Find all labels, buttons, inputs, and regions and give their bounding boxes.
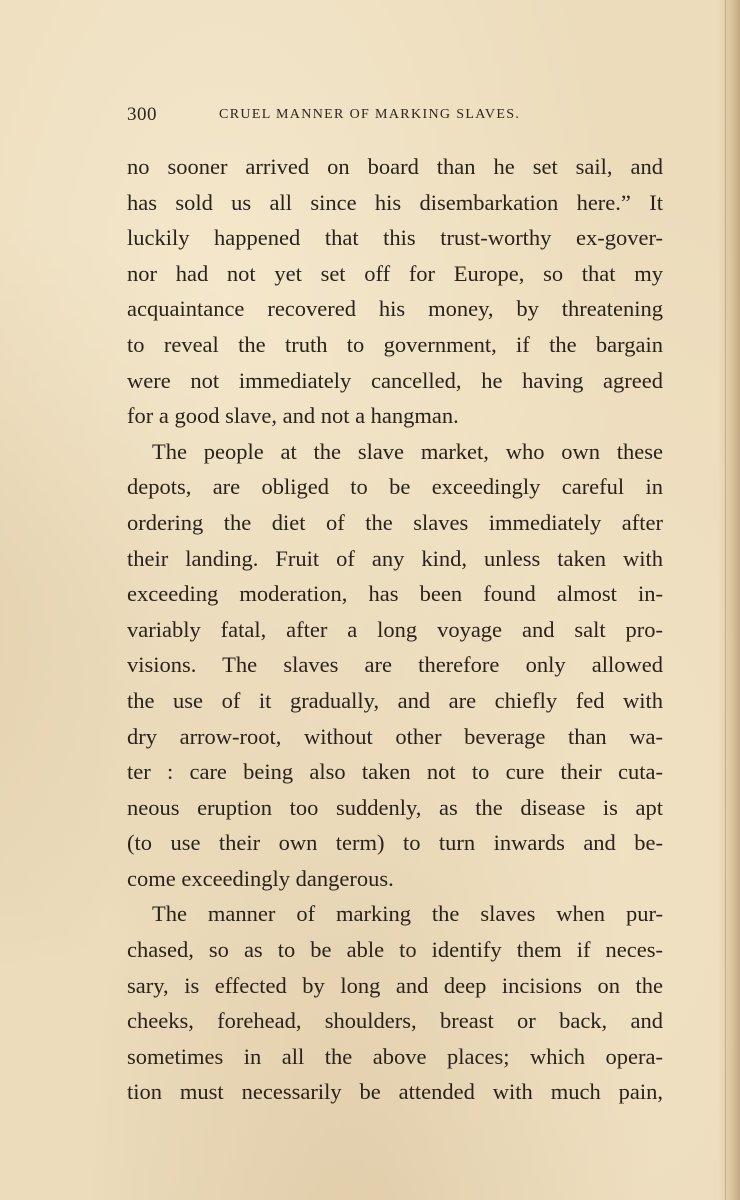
text-line: sary, is effected by long and deep incisions on the (127, 972, 663, 998)
text-line: acquaintance recovered his money, by threatening (127, 296, 663, 322)
text-line: were not immediately cancelled, he having agreed (127, 367, 663, 393)
page-edge-line (725, 0, 726, 1200)
text-line: The people at the slave market, who own these (152, 438, 663, 464)
text-line: (to use their own term) to turn inwards and be- (127, 830, 663, 856)
text-line: depots, are obliged to be exceedingly careful in (127, 474, 663, 500)
text-line: nor had not yet set off for Europe, so that my (127, 260, 663, 286)
running-head: CRUEL MANNER OF MARKING SLAVES. (219, 107, 521, 122)
page-header (127, 104, 577, 128)
text-line: cheeks, forehead, shoulders, breast or back, and (127, 1008, 663, 1034)
text-line: neous eruption too suddenly, as the disease is apt (127, 794, 663, 820)
text-line: ter : care being also taken not to cure their cuta- (127, 759, 663, 785)
text-line: their landing. Fruit of any kind, unless taken with (127, 545, 663, 571)
text-line: exceeding moderation, has been found almost in- (127, 581, 663, 607)
text-line: has sold us all since his disembarkation here.” It (127, 189, 663, 215)
text-line: the use of it gradually, and are chiefly fed with (127, 687, 663, 713)
text-line: variably fatal, after a long voyage and salt pro- (127, 616, 663, 642)
text-line: The manner of marking the slaves when pur- (152, 901, 663, 927)
text-line: chased, so as to be able to identify them if neces- (127, 937, 663, 963)
body-text (127, 149, 663, 1110)
text-line: for a good slave, and not a hangman. (127, 403, 459, 429)
text-line: luckily happened that this trust-worthy ex-gover- (127, 225, 663, 251)
page-edge-shadow (718, 0, 740, 1200)
text-line: tion must necessarily be attended with much pain, (127, 1079, 663, 1105)
text-line: ordering the diet of the slaves immediately after (127, 509, 663, 535)
text-line: visions. The slaves are therefore only allowed (127, 652, 663, 678)
text-line: dry arrow-root, without other beverage than wa- (127, 723, 663, 749)
page-number: 300 (127, 104, 157, 125)
text-line: to reveal the truth to government, if the bargain (127, 331, 663, 357)
text-line: come exceedingly dangerous. (127, 865, 394, 891)
text-line: sometimes in all the above places; which opera- (127, 1043, 663, 1069)
text-line: no sooner arrived on board than he set sail, and (127, 154, 663, 179)
